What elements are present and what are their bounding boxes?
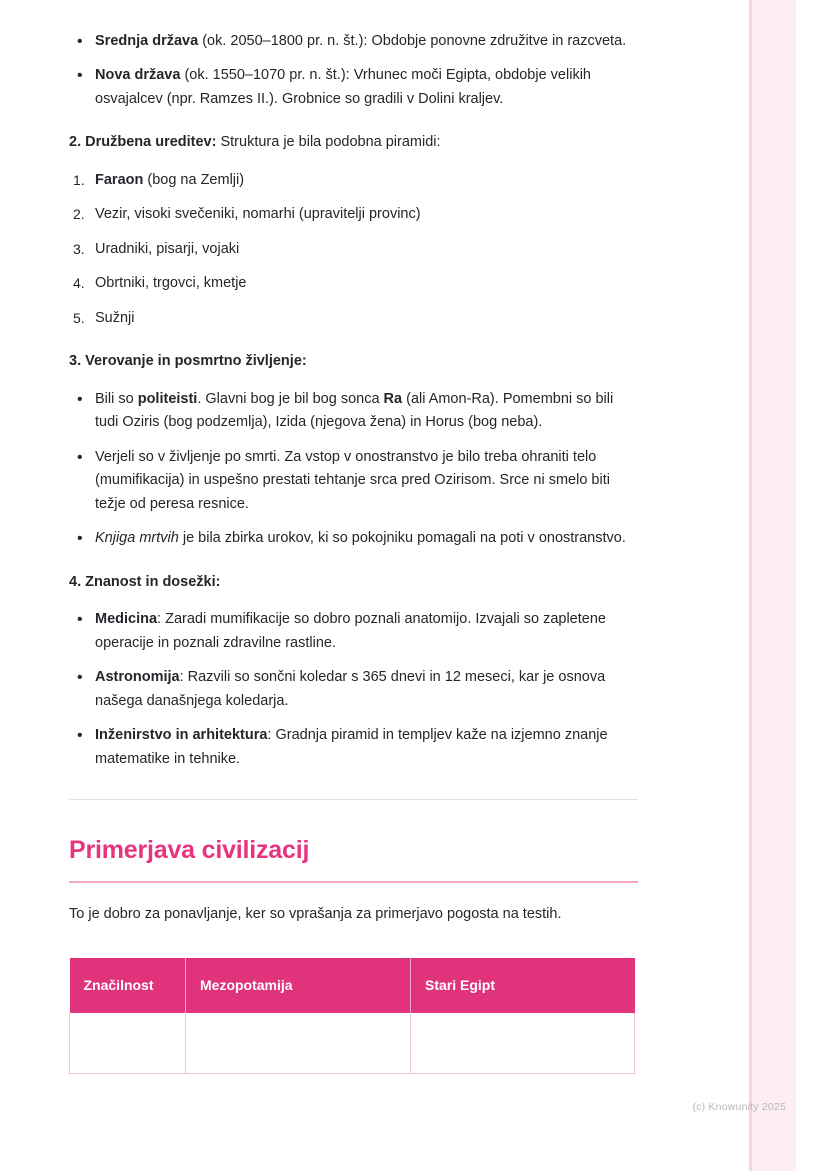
list-item <box>69 307 638 330</box>
social-rank-text: Obrtniki, trgovci, kmetje <box>95 275 247 292</box>
text-fragment-bold: politeisti <box>137 390 198 407</box>
section-2-heading-bold: 2. Družbena ureditev: <box>69 134 217 151</box>
list-item <box>69 203 638 226</box>
table-header-cell: Stari Egipt <box>411 958 635 1013</box>
list-item <box>69 446 638 516</box>
science-topic: Inženirstvo in arhitektura <box>95 727 268 744</box>
right-white-margin <box>796 0 828 1171</box>
text-fragment: je bila zbirka urokov, ki so pokojniku pomagali na poti v onostranstvo. <box>178 530 626 547</box>
period-description: (ok. 1550–1070 pr. n. št.): Vrhunec moči Egipta, obdobje velikih osvajalcev (npr. Ramzes II.). Grobnice so gradili v Dolini kraljev. <box>95 67 591 107</box>
period-name: Srednja država <box>95 33 199 49</box>
list-item <box>69 527 638 550</box>
table-header-cell: Značilnost <box>70 958 186 1013</box>
comparison-lead-text: To je dobro za ponavljanje, ker so vprašanja za primerjavo pogosta na testih. <box>69 905 562 922</box>
list-item <box>69 64 638 111</box>
right-pink-panel <box>752 0 796 1171</box>
section-4-heading: 4. Znanost in dosežki: <box>69 573 221 590</box>
section-3-heading: 3. Verovanje in posmrtno življenje: <box>69 353 307 370</box>
table-header-row <box>70 958 635 1013</box>
table-cell <box>186 1013 411 1074</box>
text-fragment: Bili so <box>95 390 138 407</box>
list-item <box>69 272 638 295</box>
book-title-italic: Knjiga mrtvih <box>95 530 179 547</box>
list-item <box>69 169 638 192</box>
comparison-table <box>69 958 635 1074</box>
document-content <box>69 30 638 1074</box>
list-item <box>69 608 638 655</box>
section-divider <box>69 799 638 800</box>
beliefs-list <box>69 388 638 551</box>
list-item <box>69 30 638 53</box>
science-description: : Zaradi mumifikacije so dobro poznali anatomijo. Izvajali so zapletene operacije in poznali zdravilne rastline. <box>95 611 606 651</box>
list-item <box>69 724 638 771</box>
social-rank-text: Vezir, visoki svečeniki, nomarhi (upravitelji provinc) <box>95 206 421 223</box>
list-item <box>69 666 638 713</box>
social-rank-text: Sužnji <box>95 309 135 326</box>
period-description: (ok. 2050–1800 pr. n. št.): Obdobje ponovne združitve in razcveta. <box>198 33 627 49</box>
science-list <box>69 608 638 771</box>
history-periods-list <box>69 30 638 111</box>
section-2-heading-rest: Struktura je bila podobna piramidi: <box>216 134 441 151</box>
table-cell <box>70 1013 186 1074</box>
social-structure-list <box>69 169 638 330</box>
list-item <box>69 238 638 261</box>
social-rank-text: Uradniki, pisarji, vojaki <box>95 240 240 257</box>
science-description: : Gradnja piramid in templjev kaže na izjemno znanje matematike in tehnike. <box>95 727 608 767</box>
list-item <box>69 388 638 435</box>
table-header-cell: Mezopotamija <box>186 958 411 1013</box>
text-fragment: . Glavni bog je bil bog sonca <box>197 390 384 407</box>
section-2-heading <box>69 131 638 154</box>
title-underline <box>69 881 638 883</box>
table-row <box>70 1013 635 1074</box>
period-name: Nova država <box>95 67 181 84</box>
social-rank-text: (bog na Zemlji) <box>143 171 245 188</box>
copyright-notice: (c) Knowunity 2025 <box>692 1101 786 1113</box>
science-description: : Razvili so sončni koledar s 365 dnevi in 12 meseci, kar je osnova našega današnjega koledarja. <box>95 669 606 709</box>
science-topic: Medicina <box>95 611 158 628</box>
science-topic: Astronomija <box>95 669 180 686</box>
table-cell <box>411 1013 635 1074</box>
page-title: Primerjava civilizacij <box>69 836 310 865</box>
text-fragment: (ali Amon-Ra). Pomembni so bili tudi Oziris (bog podzemlja), Izida (njegova žena) in Horus (bog neba). <box>95 390 614 431</box>
social-rank-bold: Faraon <box>95 171 144 188</box>
text-fragment: Verjeli so v življenje po smrti. Za vstop v onostranstvo je bilo treba ohraniti telo (mumifikacija) in uspešno prestati tehtanje srca pred Ozirisom. Srce ni smelo biti težje od peresa resnice. <box>95 448 610 512</box>
right-pink-divider <box>749 0 752 1171</box>
text-fragment-bold: Ra <box>383 390 403 407</box>
